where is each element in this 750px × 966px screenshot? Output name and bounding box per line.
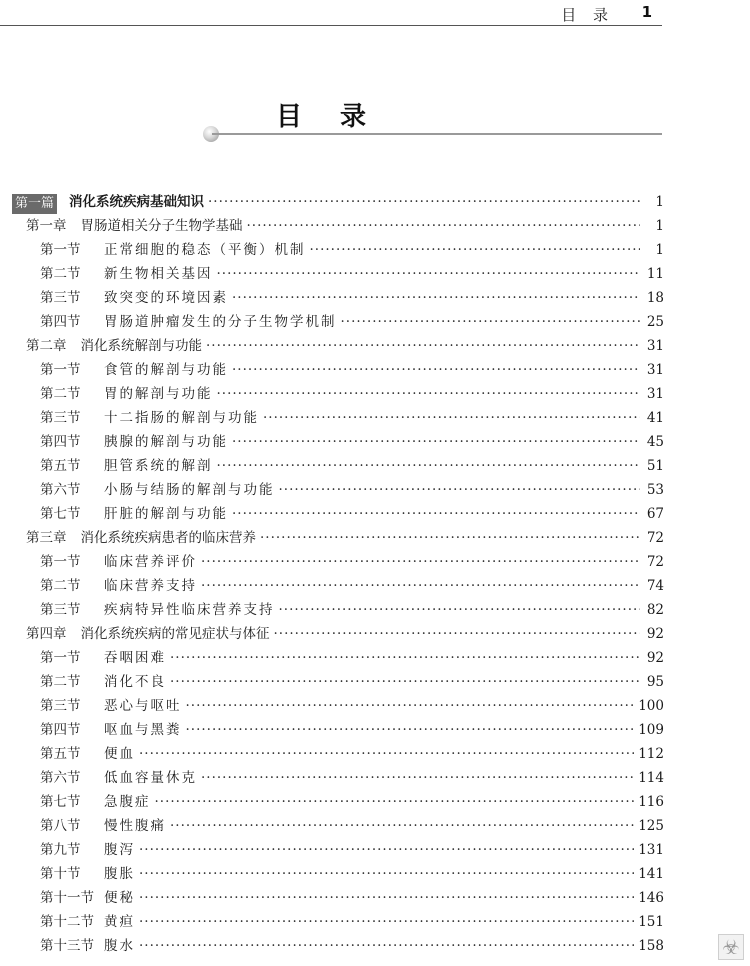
toc-section-row[interactable] [12,910,664,934]
dot-leader [217,454,641,478]
section-page: 31 [646,386,664,402]
biohazard-icon: ☣ [718,934,744,960]
section-name: 便血 [104,746,135,762]
section-label: 第四节 [40,722,81,738]
section-page: 114 [638,770,664,786]
chapter-page: 31 [646,338,664,354]
dot-leader [155,790,635,814]
chapter-page: 92 [646,626,664,642]
section-label: 第二节 [40,266,81,282]
section-page: 141 [638,866,664,882]
toc-section-row[interactable] [12,814,664,838]
section-name: 胃的解剖与功能 [104,386,213,402]
chapter-name: 消化系统疾病的常见症状与体征 [80,626,270,642]
section-name: 肝脏的解剖与功能 [104,506,228,522]
chapter-label: 第一章 [26,218,67,234]
section-page: 151 [638,914,664,930]
section-name: 致突变的环境因素 [104,290,228,306]
chapter-name: 胃肠道相关分子生物学基础 [80,218,243,234]
section-page: 82 [646,602,664,618]
dot-leader [139,862,634,886]
section-name: 小肠与结肠的解剖与功能 [104,482,275,498]
section-page: 11 [646,266,664,282]
section-label: 第三节 [40,602,81,618]
dot-leader [139,886,634,910]
dot-leader [170,814,634,838]
toc-section-row[interactable] [12,310,664,334]
section-label: 第七节 [40,506,81,522]
section-name: 消化不良 [104,674,166,690]
chapter-name: 消化系统疾病患者的临床营养 [80,530,256,546]
toc-chapter-row[interactable] [12,622,664,646]
toc-section-row[interactable] [12,742,664,766]
section-label: 第八节 [40,818,81,834]
section-label: 第五节 [40,458,81,474]
section-name: 十二指肠的解剖与功能 [104,410,259,426]
running-title: 目 录 [561,6,614,24]
title-rule [212,133,662,135]
toc-section-row[interactable] [12,934,664,958]
toc-section-row[interactable] [12,670,664,694]
section-name: 胃肠道肿瘤发生的分子生物学机制 [104,314,337,330]
toc-section-row[interactable] [12,646,664,670]
section-label: 第二节 [40,386,81,402]
section-page: 116 [638,794,664,810]
dot-leader [217,262,641,286]
part-label: 第一篇 [12,194,57,214]
section-page: 109 [638,722,664,738]
section-name: 临床营养评价 [104,554,197,570]
section-name: 黄疸 [104,914,135,930]
toc-section-row[interactable] [12,790,664,814]
chapter-label: 第二章 [26,338,67,354]
section-label: 第四节 [40,314,81,330]
dot-leader [260,526,640,550]
dot-leader [139,742,634,766]
dot-leader [232,358,640,382]
dot-leader [341,310,641,334]
section-page: 45 [646,434,664,450]
dot-leader [201,766,634,790]
section-page: 100 [638,698,664,714]
section-label: 第六节 [40,482,81,498]
toc-section-row[interactable] [12,766,664,790]
dot-leader [170,646,640,670]
section-name: 临床营养支持 [104,578,197,594]
section-page: 125 [638,818,664,834]
section-label: 第三节 [40,698,81,714]
dot-leader [139,934,634,958]
toc-section-row[interactable] [12,358,664,382]
dot-leader [247,214,641,238]
section-page: 92 [646,650,664,666]
section-label: 第二节 [40,674,81,690]
chapter-page: 72 [646,530,664,546]
section-page: 18 [646,290,664,306]
toc-section-row[interactable] [12,454,664,478]
dot-leader [217,382,641,406]
section-name: 恶心与呕吐 [104,698,182,714]
dot-leader [186,718,635,742]
dot-leader [310,238,641,262]
section-label: 第四节 [40,434,81,450]
toc-section-row[interactable] [12,262,664,286]
section-name: 低血容量休克 [104,770,197,786]
section-label: 第五节 [40,746,81,762]
section-page: 31 [646,362,664,378]
section-name: 胰腺的解剖与功能 [104,434,228,450]
section-label: 第十二节 [40,914,94,930]
chapter-page: 1 [655,218,664,234]
section-name: 急腹症 [104,794,151,810]
page-title: 目录 [275,102,404,132]
section-name: 正常细胞的稳态（平衡）机制 [104,242,306,258]
dot-leader [206,334,640,358]
section-page: 131 [638,842,664,858]
toc-chapter-row[interactable] [12,334,664,358]
dot-leader [139,838,634,862]
chapter-label: 第四章 [26,626,67,642]
toc-section-row[interactable] [12,598,664,622]
section-page: 158 [638,938,664,954]
section-label: 第九节 [40,842,81,858]
header-page-number: 1 [641,3,652,21]
toc-chapter-row[interactable] [12,526,664,550]
dot-leader [208,190,640,214]
section-label: 第三节 [40,410,81,426]
dot-leader [274,622,641,646]
section-page: 67 [646,506,664,522]
section-label: 第十节 [40,866,81,882]
toc-section-row[interactable] [12,286,664,310]
running-header [0,0,662,26]
toc-chapter-row[interactable] [12,214,664,238]
section-label: 第十三节 [40,938,94,954]
toc-section-row[interactable] [12,238,664,262]
toc-part-row[interactable] [12,190,664,214]
section-name: 慢性腹痛 [104,818,166,834]
dot-leader [279,478,641,502]
toc-section-row[interactable] [12,430,664,454]
section-name: 腹胀 [104,866,135,882]
section-name: 疾病特异性临床营养支持 [104,602,275,618]
section-page: 146 [638,890,664,906]
dot-leader [201,550,640,574]
dot-leader [186,694,635,718]
dot-leader [232,502,640,526]
section-label: 第一节 [40,242,81,258]
toc-section-row[interactable] [12,502,664,526]
section-name: 便秘 [104,890,135,906]
table-of-contents [12,190,664,958]
section-label: 第六节 [40,770,81,786]
section-name: 胆管系统的解剖 [104,458,213,474]
section-label: 第十一节 [40,890,94,906]
dot-leader [170,670,640,694]
toc-section-row[interactable] [12,862,664,886]
chapter-name: 消化系统解剖与功能 [80,338,202,354]
toc-section-row[interactable] [12,478,664,502]
toc-section-row[interactable] [12,406,664,430]
part-name: 消化系统疾病基础知识 [69,194,205,210]
section-page: 41 [646,410,664,426]
toc-section-row[interactable] [12,550,664,574]
section-name: 腹泻 [104,842,135,858]
dot-leader [279,598,641,622]
toc-section-row[interactable] [12,886,664,910]
section-label: 第一节 [40,554,81,570]
toc-section-row[interactable] [12,574,664,598]
toc-section-row[interactable] [12,718,664,742]
section-label: 第一节 [40,362,81,378]
chapter-label: 第三章 [26,530,67,546]
section-name: 新生物相关基因 [104,266,213,282]
dot-leader [139,910,634,934]
section-page: 95 [646,674,664,690]
dot-leader [232,430,640,454]
section-label: 第一节 [40,650,81,666]
section-page: 53 [646,482,664,498]
section-name: 呕血与黑粪 [104,722,182,738]
dot-leader [263,406,640,430]
dot-leader [232,286,640,310]
section-label: 第七节 [40,794,81,810]
toc-section-row[interactable] [12,838,664,862]
dot-leader [201,574,640,598]
section-name: 食管的解剖与功能 [104,362,228,378]
section-label: 第二节 [40,578,81,594]
section-page: 74 [646,578,664,594]
section-page: 1 [655,242,664,258]
section-page: 72 [646,554,664,570]
section-name: 吞咽困难 [104,650,166,666]
section-page: 112 [638,746,664,762]
toc-section-row[interactable] [12,382,664,406]
section-page: 51 [646,458,664,474]
section-page: 25 [646,314,664,330]
toc-section-row[interactable] [12,694,664,718]
part-page: 1 [655,194,664,210]
section-label: 第三节 [40,290,81,306]
section-name: 腹水 [104,938,135,954]
